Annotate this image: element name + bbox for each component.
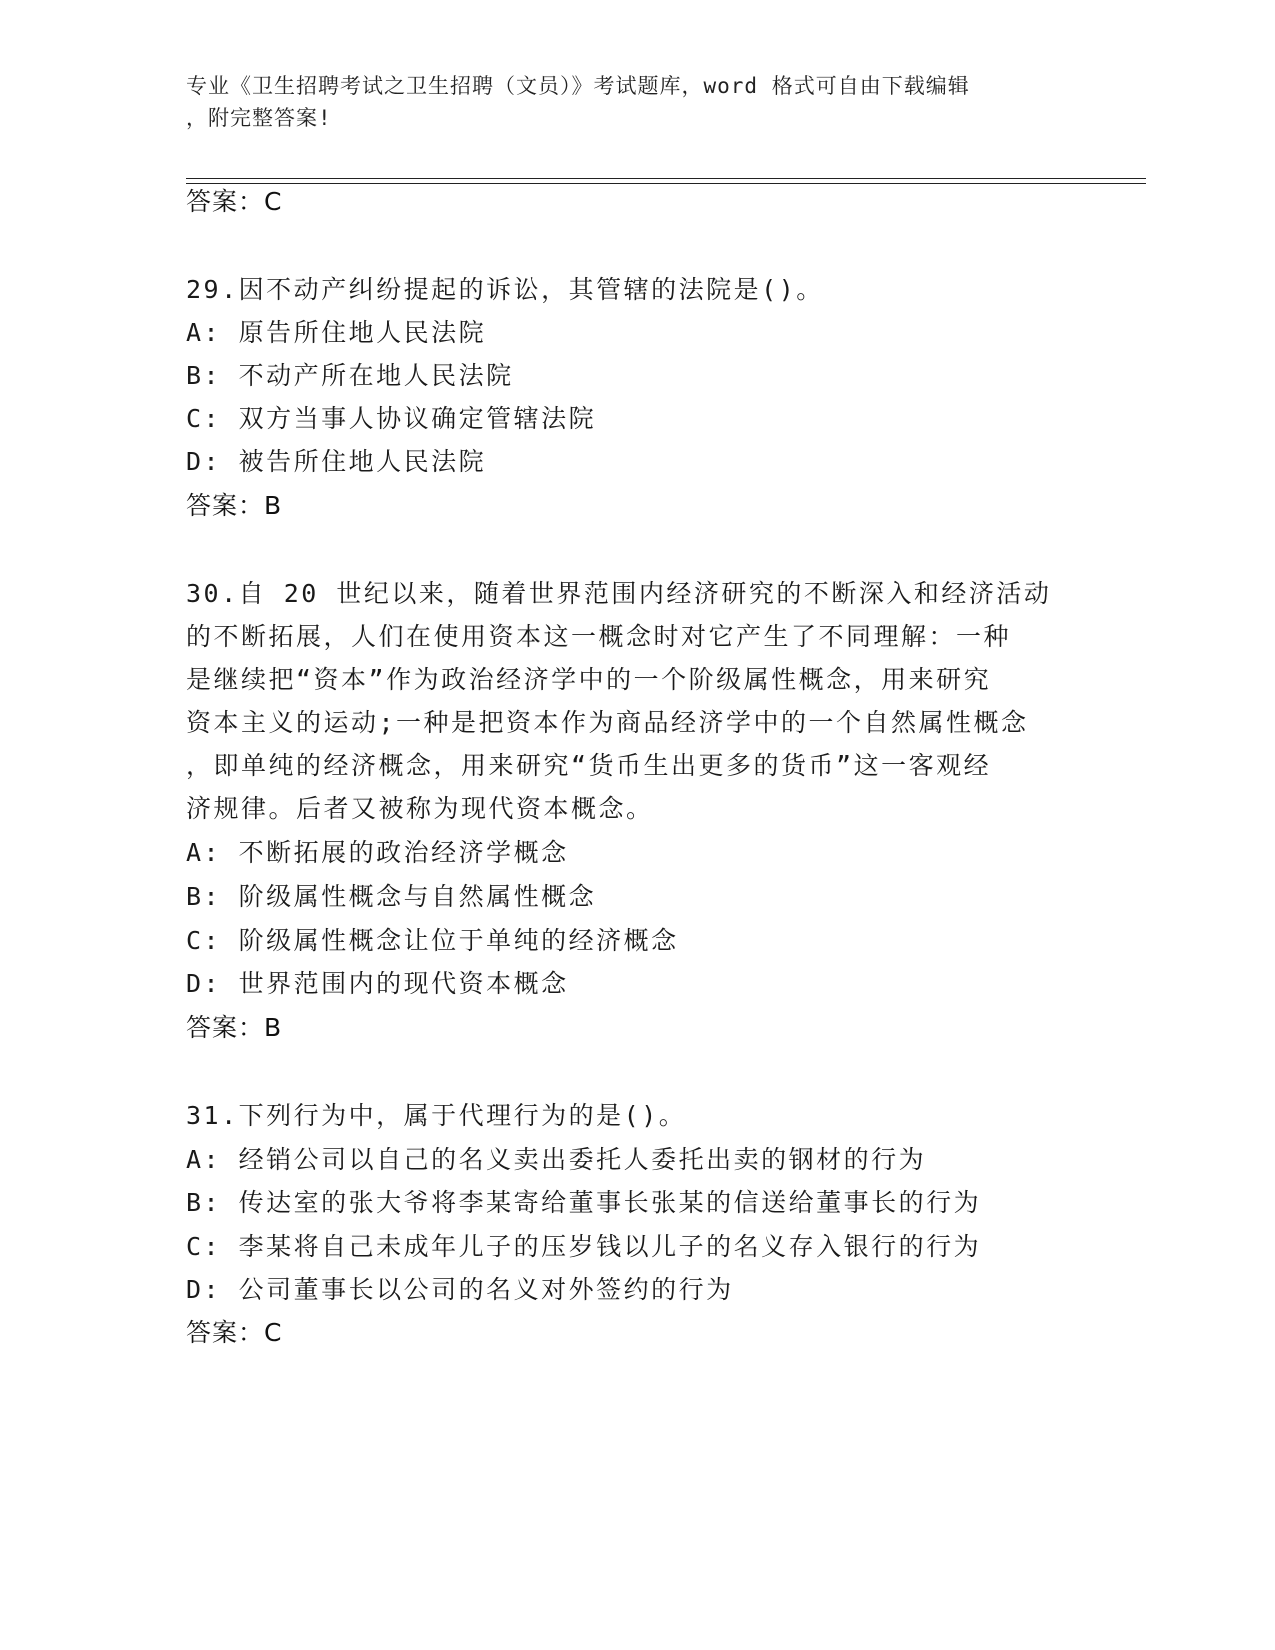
question-30-stem-line-1: 30.自 20 世纪以来，随着世界范围内经济研究的不断深入和经济活动 <box>186 579 1052 608</box>
question-31-option-a: A: 经销公司以自己的名义卖出委托人委托出卖的钢材的行为 <box>186 1145 927 1174</box>
question-29-option-a: A: 原告所住地人民法院 <box>186 318 487 347</box>
question-30-option-a: A: 不断拓展的政治经济学概念 <box>186 838 569 867</box>
question-30-option-d: D: 世界范围内的现代资本概念 <box>186 969 569 998</box>
question-31-option-b: B: 传达室的张大爷将李某寄给董事长张某的信送给董事长的行为 <box>186 1188 982 1217</box>
question-30-stem-line-3: 是继续把“资本”作为政治经济学中的一个阶级属性概念，用来研究 <box>186 665 992 694</box>
question-31-option-c: C: 李某将自己未成年儿子的压岁钱以儿子的名义存入银行的行为 <box>186 1232 982 1261</box>
question-31-answer: 答案：C <box>186 1318 283 1347</box>
header-divider-top <box>186 178 1146 179</box>
header-line-1: 专业《卫生招聘考试之卫生招聘（文员）》考试题库，word 格式可自由下载编辑 <box>186 74 970 98</box>
question-30-answer: 答案：B <box>186 1013 283 1042</box>
question-29-stem: 29.因不动产纠纷提起的诉讼，其管辖的法院是()。 <box>186 275 824 304</box>
question-29-option-b: B: 不动产所在地人民法院 <box>186 361 514 390</box>
header-line-2: ，附完整答案! <box>186 106 332 130</box>
question-31-stem: 31.下列行为中，属于代理行为的是()。 <box>186 1101 687 1130</box>
header-divider-bottom <box>186 183 1146 184</box>
question-30-option-c: C: 阶级属性概念让位于单纯的经济概念 <box>186 926 679 955</box>
question-30-stem-line-2: 的不断拓展，人们在使用资本这一概念时对它产生了不同理解：一种 <box>186 622 1012 651</box>
question-30-stem-line-6: 济规律。后者又被称为现代资本概念。 <box>186 794 654 823</box>
question-29-option-c: C: 双方当事人协议确定管辖法院 <box>186 404 597 433</box>
question-30-option-b: B: 阶级属性概念与自然属性概念 <box>186 882 597 911</box>
question-29-option-d: D: 被告所住地人民法院 <box>186 447 487 476</box>
question-31-option-d: D: 公司董事长以公司的名义对外签约的行为 <box>186 1275 734 1304</box>
document-header <box>186 70 1056 134</box>
question-29-answer: 答案：B <box>186 491 283 520</box>
answer-prev: 答案：C <box>186 187 283 216</box>
question-30-stem-line-5: ，即单纯的经济概念，用来研究“货币生出更多的货币”这一客观经 <box>186 751 992 780</box>
question-30-stem-line-4: 资本主义的运动;一种是把资本作为商品经济学中的一个自然属性概念 <box>186 708 1029 737</box>
